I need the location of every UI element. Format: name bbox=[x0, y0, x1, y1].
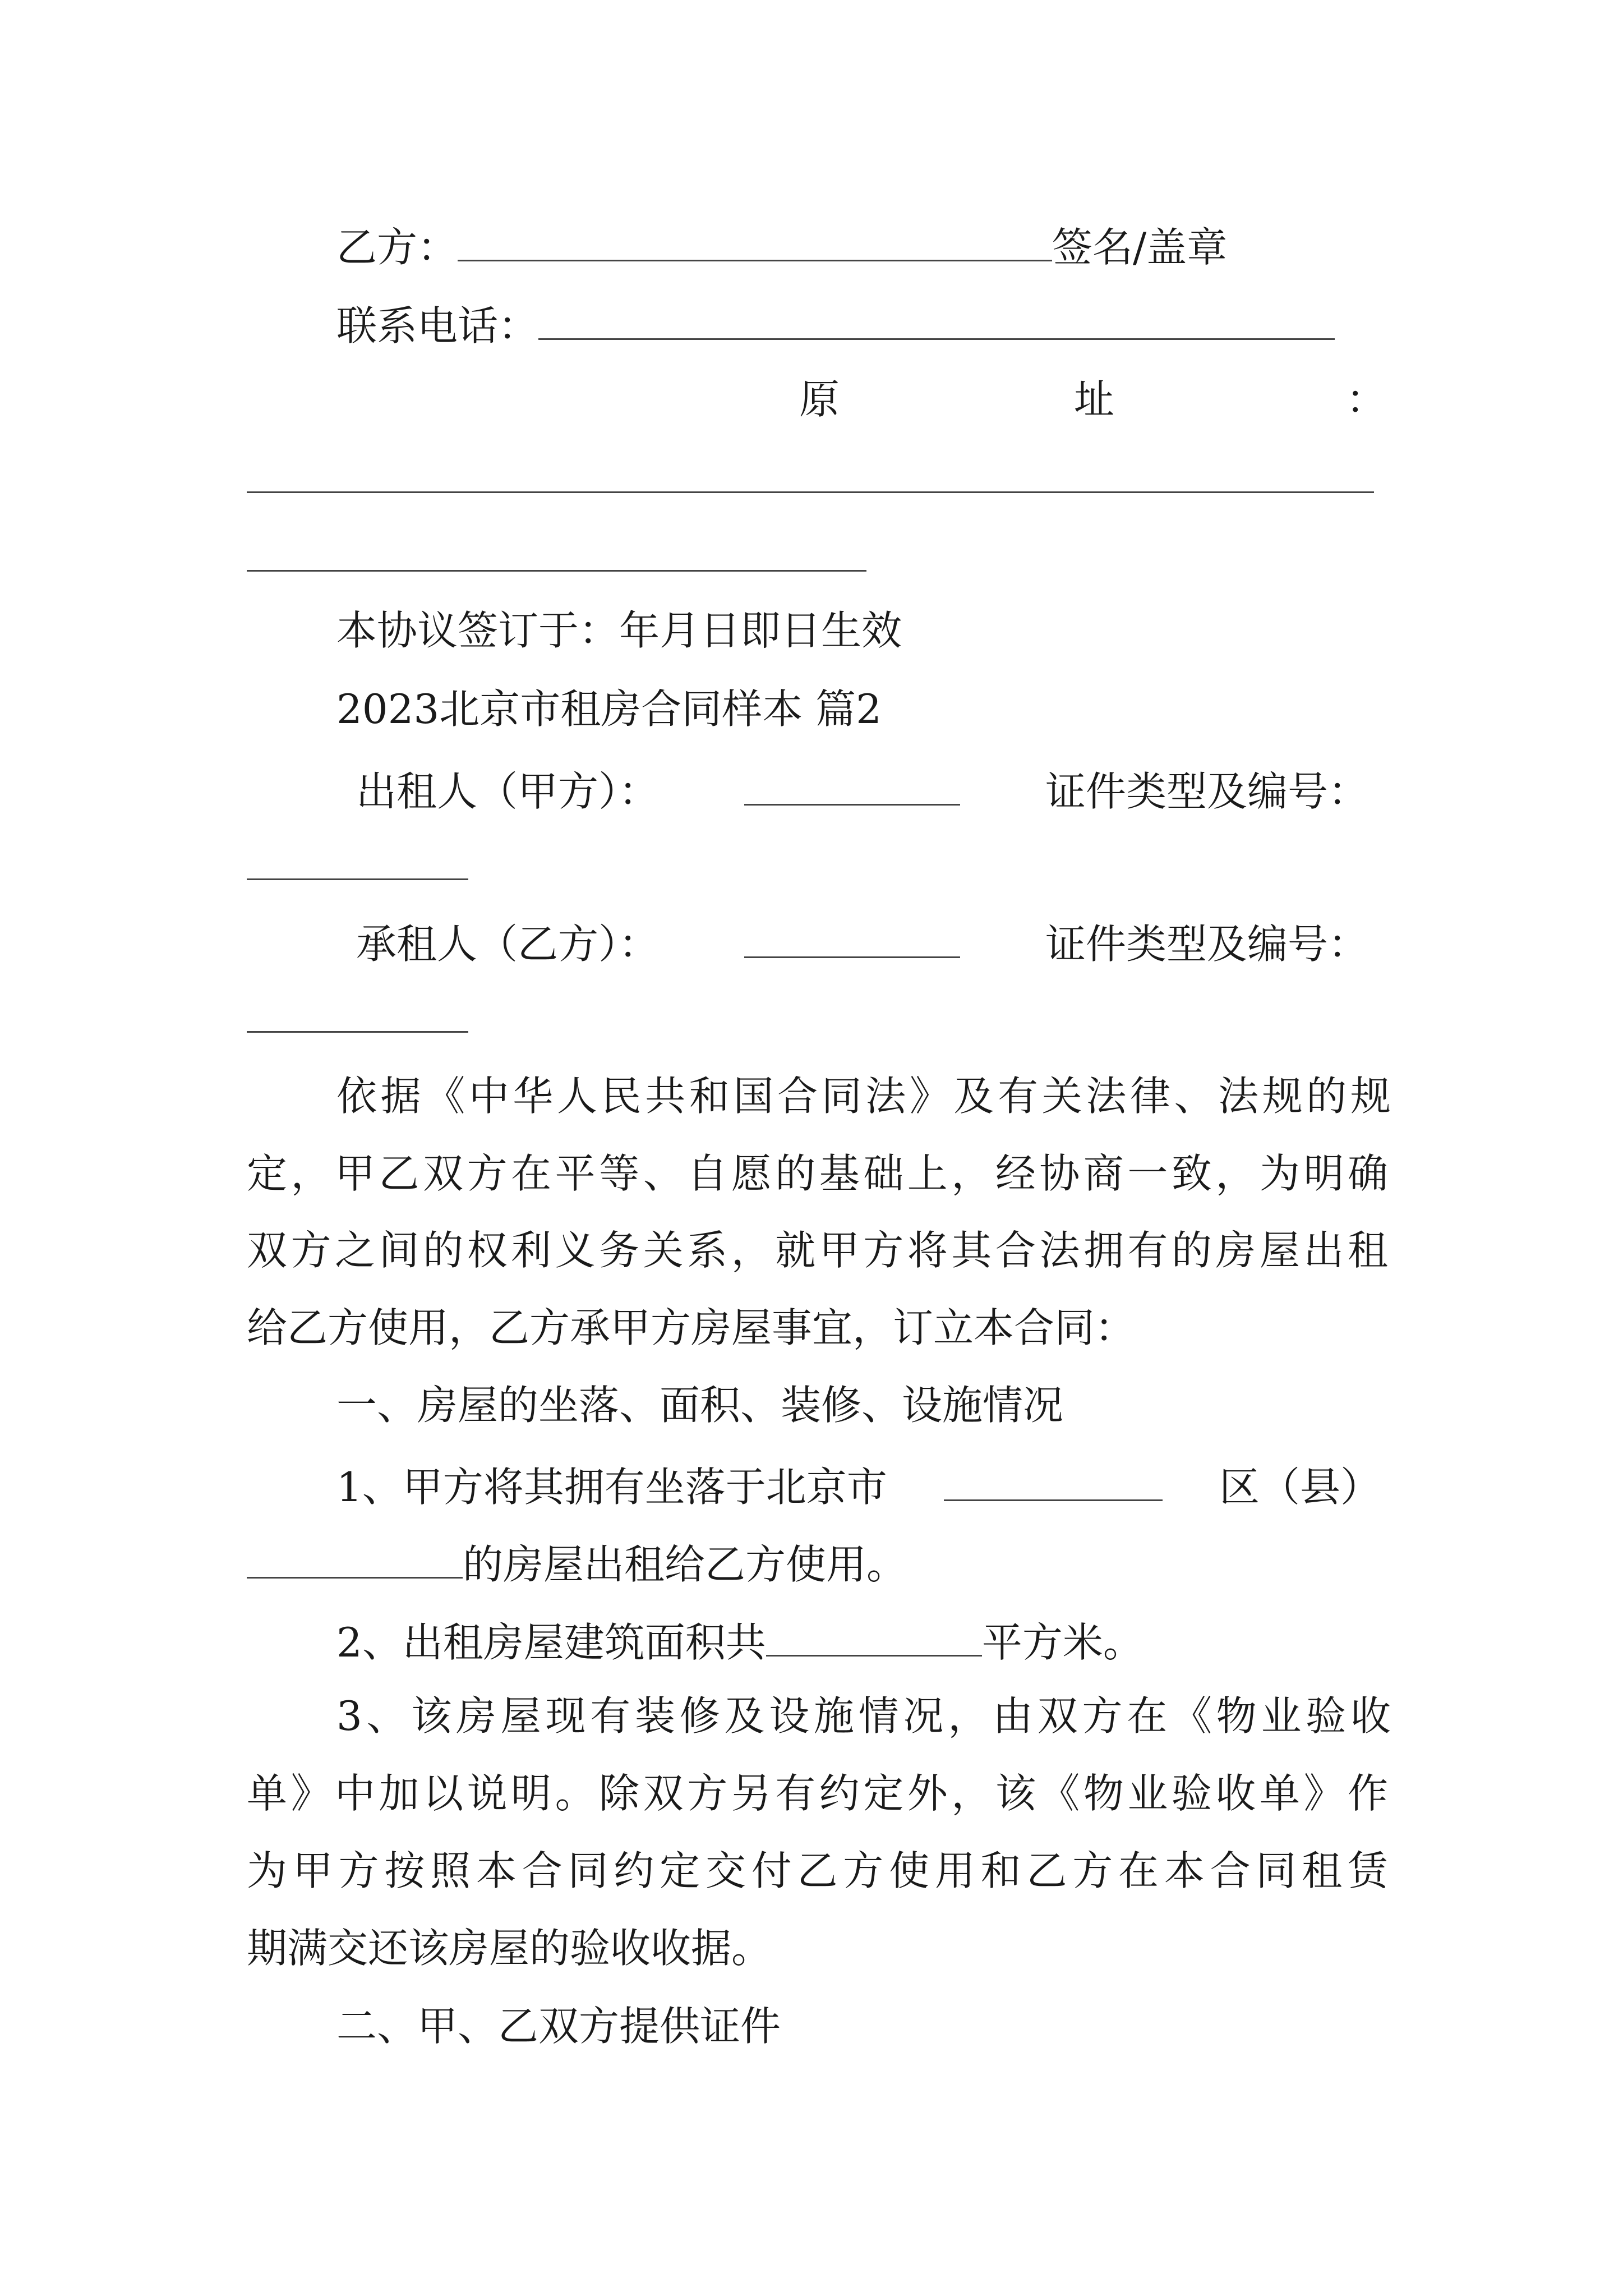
lessee-name-blank[interactable] bbox=[744, 920, 960, 958]
party-b-label: 乙方： bbox=[336, 223, 458, 271]
item-1-text-2: 区（县） bbox=[1219, 1463, 1381, 1511]
item-1-line bbox=[336, 1463, 1381, 1511]
item-2-text-2: 平方米。 bbox=[981, 1618, 1144, 1666]
lessee-label: 承租人（乙方）： bbox=[356, 920, 660, 968]
address-char-1: 原 bbox=[799, 376, 840, 423]
item-3-line-2: 单》中加以说明。除双方另有约定外，该《物业验收单》作 bbox=[247, 1770, 1388, 1817]
item-3-line-4: 期满交还该房屋的验收收据。 bbox=[247, 1925, 772, 1972]
item-3-line-3: 为甲方按照本合同约定交付乙方使用和乙方在本合同租赁 bbox=[247, 1847, 1388, 1894]
item-1-line-2 bbox=[247, 1540, 907, 1588]
article-1-heading: 一、房屋的坐落、面积、装修、设施情况 bbox=[336, 1382, 1064, 1429]
section-title: 2023北京市租房合同样本 篇2 bbox=[336, 685, 882, 733]
preamble-line-2: 定，甲乙双方在平等、自愿的基础上，经协商一致，为明确 bbox=[247, 1150, 1388, 1197]
lessor-id-blank[interactable] bbox=[247, 878, 468, 880]
address-char-2: 址 bbox=[1074, 376, 1115, 423]
district-blank[interactable] bbox=[944, 1463, 1163, 1501]
preamble-line-1: 依据《中华人民共和国合同法》及有关法律、法规的规 bbox=[336, 1073, 1391, 1120]
lessor-label: 出租人（甲方）： bbox=[356, 767, 660, 815]
lessor-name-blank[interactable] bbox=[744, 767, 960, 806]
address-blank-line-1[interactable] bbox=[247, 491, 1374, 493]
item-2-line bbox=[336, 1618, 1144, 1666]
area-blank[interactable] bbox=[766, 1618, 982, 1657]
item-2-text-1: 2、出租房屋建筑面积共 bbox=[336, 1618, 766, 1666]
lessee-line bbox=[356, 920, 1368, 968]
signature-seal-label: 签名/盖章 bbox=[1052, 223, 1228, 271]
lessee-id-blank[interactable] bbox=[247, 1031, 468, 1033]
preamble-line-3: 双方之间的权利义务关系，就甲方将其合法拥有的房屋出租 bbox=[247, 1227, 1388, 1274]
effective-date-line: 本协议签订于：年月日即日生效 bbox=[336, 607, 902, 654]
phone-label: 联系电话： bbox=[336, 302, 539, 349]
preamble-line-4: 给乙方使用，乙方承甲方房屋事宜，订立本合同： bbox=[247, 1304, 1136, 1351]
property-address-blank[interactable] bbox=[247, 1540, 463, 1579]
address-colon: ： bbox=[1346, 376, 1387, 423]
item-1-text-1: 1、甲方将其拥有坐落于北京市 bbox=[336, 1463, 887, 1511]
party-b-signature-line bbox=[336, 223, 1228, 271]
party-b-blank[interactable] bbox=[458, 223, 1052, 261]
lessor-line bbox=[356, 767, 1368, 815]
lessor-id-label: 证件类型及编号： bbox=[1045, 767, 1368, 815]
phone-line bbox=[336, 302, 1335, 349]
item-3-line-1: 3、该房屋现有装修及设施情况，由双方在《物业验收 bbox=[336, 1692, 1391, 1740]
lessee-id-label: 证件类型及编号： bbox=[1045, 920, 1368, 968]
address-blank-line-2[interactable] bbox=[247, 570, 866, 572]
article-2-heading: 二、甲、乙双方提供证件 bbox=[336, 2003, 781, 2050]
phone-blank[interactable] bbox=[538, 302, 1335, 340]
item-1-text-3: 的房屋出租给乙方使用。 bbox=[463, 1540, 907, 1588]
